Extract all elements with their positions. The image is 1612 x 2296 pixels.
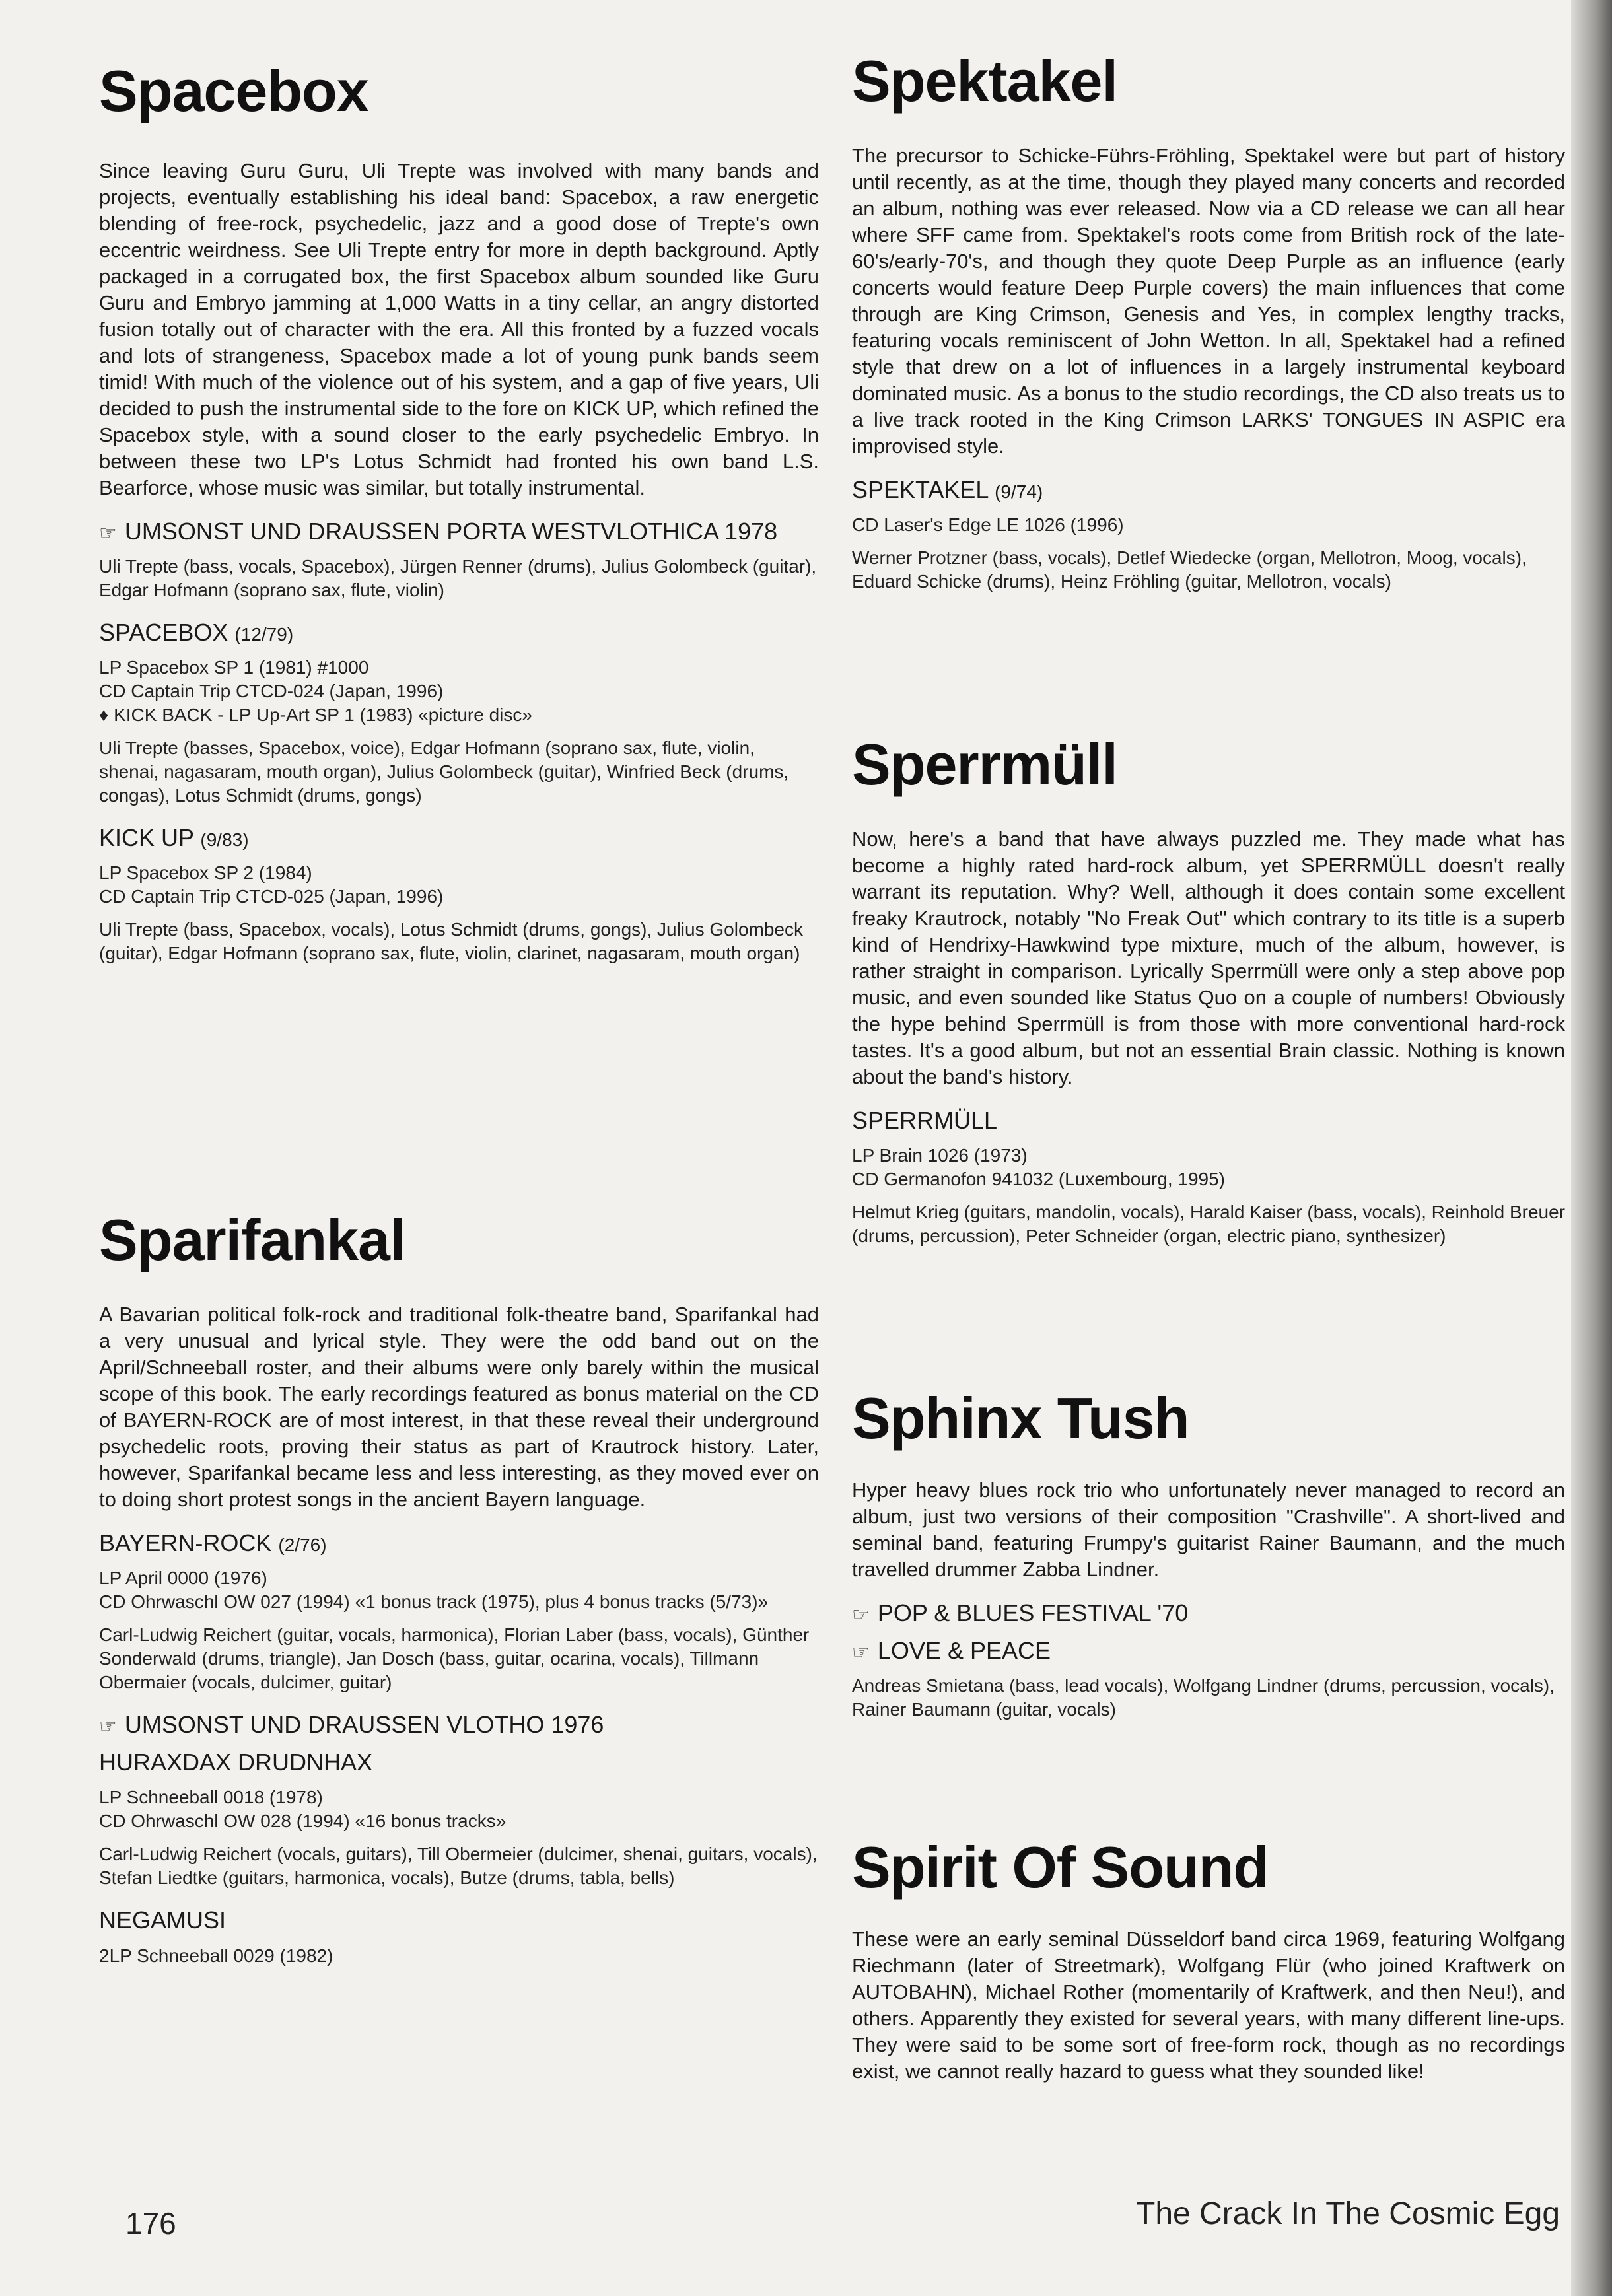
- album-title: HURAXDAX DRUDNHAX: [99, 1749, 373, 1776]
- book-title: The Crack In The Cosmic Egg: [1136, 2196, 1560, 2231]
- album-title: SPACEBOX (12/79): [99, 618, 294, 646]
- band-title: Spirit Of Sound: [852, 1834, 1269, 1900]
- band-description: Hyper heavy blues rock trio who unfortunately never managed to record an album, just two versions of their composition "Crashville". A short-lived and seminal band, featuring Frumpy's guitarist Rainer Baumann, and the much travelled drummer Zabba Lindner.: [852, 1478, 1565, 1581]
- release-line: LP Spacebox SP 2 (1984): [99, 862, 312, 884]
- album-title: SPERRMÜLL: [852, 1106, 998, 1134]
- band-description: A Bavarian political folk-rock and traditional folk-theatre band, Sparifankal had a very unusual and lyrical style. They were the odd band out on the April/Schneeball roster, and their albums were only barely within the musical scope of this book. The early recordings featured as bonus material on the CD of BAYERN-ROCK are of most interest, in that these reveal their underground psychedelic roots, proving their status as part of Krautrock history. Later, however, Sparifankal became less and less interesting, as they moved ever on to doing short protest songs in the ancient Bayern language.: [99, 1302, 819, 1511]
- personnel: Carl-Ludwig Reichert (vocals, guitars), Till Obermeier (dulcimer, shenai, guitars, vocals), Stefan Liedtke (guitars, harmonica, vocals), Butze (drums, tabla, bells): [99, 1844, 818, 1889]
- release-line: CD Ohrwaschl OW 028 (1994) «16 bonus tracks»: [99, 1811, 507, 1832]
- page-number: 176: [125, 2206, 176, 2241]
- personnel: Uli Trepte (bass, Spacebox, vocals), Lotus Schmidt (drums, gongs), Julius Golombeck (guitar), Edgar Hofmann (soprano sax, flute, violin, clarinet, nagasaram, mouth organ): [99, 919, 803, 964]
- pointing-hand-icon: ☞: [852, 1603, 870, 1626]
- pointing-hand-icon: ☞: [852, 1641, 870, 1663]
- cross-reference-album: ☞ LOVE & PEACE: [852, 1636, 1051, 1664]
- release-line: ♦ KICK BACK - LP Up-Art SP 1 (1983) «picture disc»: [99, 705, 532, 726]
- personnel: Carl-Ludwig Reichert (guitar, vocals, harmonica), Florian Laber (bass, vocals), Günther Sonderwald (drums, triangle), Jan Dosch (bass, guitar, ocarina, vocals), Tillmann Obermaier (vocals, dulcimer, guitar): [99, 1624, 810, 1692]
- band-description: Since leaving Guru Guru, Uli Trepte was involved with many bands and projects, eventually establishing his ideal band: Spacebox, a raw energetic blending of free-rock, psychedelic, jazz and a good dose of Trepte's own eccentric weirdness. See Uli Trepte entry for more in depth background. Aptly packaged in a corrugated box, the first Spacebox album sounded like Guru Guru and Embryo jamming at 1,000 Watts in a tiny cellar, an angry distorted fusion totally out of character with the era. All this fronted by a fuzzed vocals and lots of strangeness, Spacebox made a lot of young punk bands seem timid! With much of the violence out of his system, and a gap of five years, Uli decided to push the instrumental side to the fore on KICK UP, which refined the Spacebox style, with a sound closer to the early psychedelic Embryo. In between these two LP's Lotus Schmidt had fronted his own band L.S. Bearforce, whose music was similar, but totally instrumental.: [99, 158, 819, 499]
- cross-reference-album: ☞ UMSONST UND DRAUSSEN VLOTHO 1976: [99, 1710, 604, 1738]
- cross-reference-album: ☞ POP & BLUES FESTIVAL '70: [852, 1599, 1189, 1626]
- album-title: SPEKTAKEL (9/74): [852, 475, 1043, 503]
- album-title: BAYERN-ROCK (2/76): [99, 1529, 327, 1556]
- band-description: The precursor to Schicke-Führs-Fröhling, Spektakel were but part of history until recently, as at the time, though they played many concerts and recorded an album, nothing was ever released. Now via a CD release we can all hear where SFF came from. Spektakel's roots come from British rock of the late-60's/early-70's, and though they quote Deep Purple as an influence (early concerts would feature Deep Purple covers) the main influences that come through are King Crimson, Genesis and Yes, in complex lengthy tracks, featuring vocals reminiscent of John Wetton. In all, Spektakel had a refined style that drew on a lot of influences in a largely instrumental keyboard dominated music. As a bonus to the studio recordings, the CD also treats us to a live track rooted in the King Crimson LARKS' TONGUES IN ASPIC era improvised style.: [852, 143, 1565, 458]
- personnel: Uli Trepte (basses, Spacebox, voice), Edgar Hofmann (soprano sax, flute, violin, shenai, nagasaram, mouth organ), Julius Golombeck (guitar), Winfried Beck (drums, congas), Lotus Schmidt (drums, gongs): [99, 738, 789, 806]
- entry-sphinx-tush: [852, 1387, 1565, 1722]
- release-line: LP April 0000 (1976): [99, 1567, 267, 1588]
- personnel: Andreas Smietana (bass, lead vocals), Wolfgang Lindner (drums, percussion, vocals), Rainer Baumann (guitar, vocals): [852, 1675, 1555, 1720]
- band-description: These were an early seminal Düsseldorf band circa 1969, featuring Wolfgang Riechmann (later of Streetmark), Wolfgang Flür (who joined Kraftwerk on AUTOBAHN), Michael Rother (momentarily of Kraftwerk, and then Neu!), and others. Apparently they existed for several years, with many different line-ups. They were said to be some sort of free-form rock, though as no recordings exist, we cannot really hazard to guess what they sounded like!: [852, 1927, 1565, 2083]
- band-title: Sphinx Tush: [852, 1385, 1189, 1451]
- entry-spirit-of-sound: [852, 1836, 1565, 2085]
- pointing-hand-icon: ☞: [99, 522, 117, 544]
- release-line: LP Spacebox SP 1 (1981) #1000: [99, 657, 369, 678]
- pointing-hand-icon: ☞: [99, 1715, 117, 1737]
- release-line: CD Ohrwaschl OW 027 (1994) «1 bonus track (1975), plus 4 bonus tracks (5/73)»: [99, 1591, 769, 1612]
- release-line: CD Germanofon 941032 (Luxembourg, 1995): [852, 1168, 1226, 1189]
- album-title: KICK UP (9/83): [99, 824, 249, 852]
- release-line: CD Captain Trip CTCD-024 (Japan, 1996): [99, 681, 444, 702]
- release-line: LP Schneeball 0018 (1978): [99, 1787, 323, 1808]
- release-line: LP Brain 1026 (1973): [852, 1144, 1028, 1165]
- personnel: Uli Trepte (bass, vocals, Spacebox), Jürgen Renner (drums), Julius Golombeck (guitar), Edgar Hofmann (soprano sax, flute, violin): [99, 555, 817, 600]
- personnel: Werner Protzner (bass, vocals), Detlef Wiedecke (organ, Mellotron, Moog, vocals), Eduard Schicke (drums), Heinz Fröhling (guitar, Mellotron, vocals): [852, 547, 1527, 592]
- band-title: Sparifankal: [99, 1207, 405, 1272]
- entry-spektakel: [852, 50, 1565, 594]
- cross-reference-album: ☞ UMSONST UND DRAUSSEN PORTA WESTVLOTHICA 1978: [99, 517, 778, 545]
- band-title: Spektakel: [852, 48, 1117, 114]
- band-description: Now, here's a band that have always puzzled me. They made what has become a highly rated hard-rock album, yet SPERRMÜLL doesn't really warrant its reputation. Why? Well, although it does contain some excellent freaky Krautrock, notably "No Freak Out" which contrary to its title is a superb kind of Hendrixy-Hawkwind type mixture, much of the album, however, is rather straight in comparison. Lyrically Sperrmüll were only a step above pop music, and even sounded like Status Quo on a couple of numbers! Obviously the hype behind Sperrmüll is from those with more conventional hard-rock tastes. It's a good album, but not an essential Brain classic. Nothing is known about the band's history.: [852, 827, 1565, 1088]
- page-edge-shadow: [1571, 0, 1612, 2296]
- band-title: Spacebox: [99, 58, 368, 123]
- release-line: CD Laser's Edge LE 1026 (1996): [852, 514, 1124, 535]
- release-line: 2LP Schneeball 0029 (1982): [99, 1945, 333, 1966]
- entry-sperrmull: [852, 733, 1565, 1248]
- entry-spacebox: [99, 59, 819, 965]
- entry-sparifankal: [99, 1208, 819, 1968]
- release-line: CD Captain Trip CTCD-025 (Japan, 1996): [99, 886, 444, 907]
- personnel: Helmut Krieg (guitars, mandolin, vocals), Harald Kaiser (bass, vocals), Reinhold Breuer (drums, percussion), Peter Schneider (organ, electric piano, synthesizer): [852, 1201, 1565, 1246]
- album-title: NEGAMUSI: [99, 1906, 227, 1934]
- band-title: Sperrmüll: [852, 732, 1117, 797]
